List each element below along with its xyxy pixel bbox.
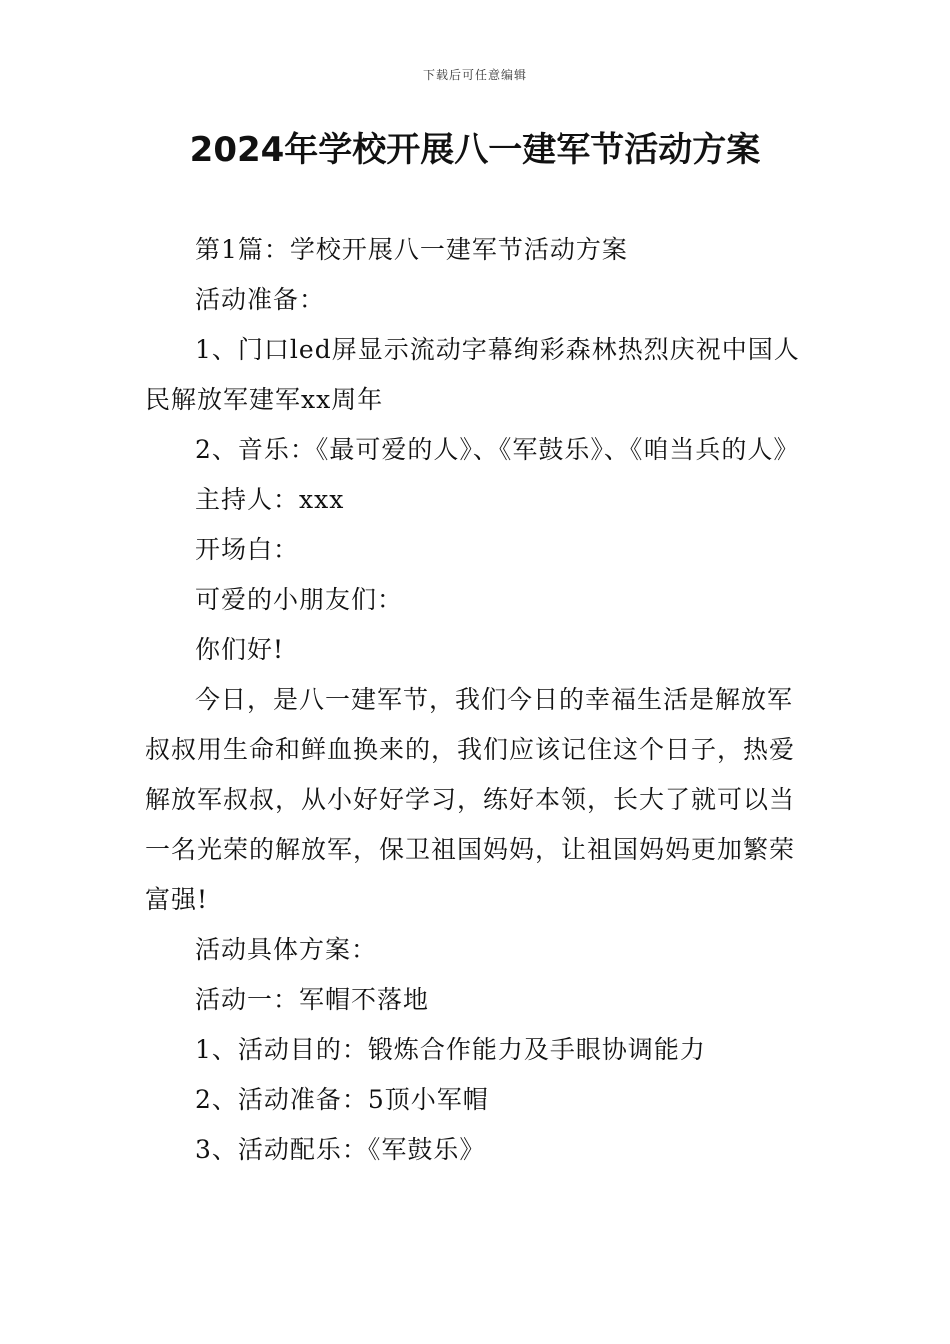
paragraph: 开场白：	[195, 535, 300, 564]
document-title: 2024年学校开展八一建军节活动方案	[189, 130, 761, 170]
header-note: 下载后可任意编辑	[422, 68, 527, 82]
paragraph: 可爱的小朋友们：	[195, 585, 404, 614]
paragraph: 活动具体方案：	[195, 935, 378, 964]
paragraph: 主持人：xxx	[195, 485, 345, 514]
paragraph: 1、门口led屏显示流动字幕绚彩森林热烈庆祝中国人民解放军建军xx周年	[145, 335, 800, 414]
document-body	[145, 225, 810, 1175]
paragraph: 2、活动准备：5顶小军帽	[195, 1085, 489, 1114]
paragraph: 活动准备：	[195, 285, 326, 314]
paragraph: 你们好!	[195, 635, 285, 664]
paragraph: 1、活动目的：锻炼合作能力及手眼协调能力	[195, 1035, 706, 1064]
paragraph: 2、音乐：《最可爱的人》、《军鼓乐》、《咱当兵的人》	[195, 435, 800, 464]
paragraph: 第1篇：学校开展八一建军节活动方案	[195, 235, 628, 264]
paragraph: 今日，是八一建军节，我们今日的幸福生活是解放军叔叔用生命和鲜血换来的，我们应该记住这个日子，热爱解放军叔叔，从小好好学习，练好本领，长大了就可以当一名光荣的解放军，保卫祖国妈妈，让祖国妈妈更加繁荣富强!	[145, 685, 796, 914]
paragraph: 3、活动配乐：《军鼓乐》	[195, 1135, 486, 1164]
paragraph: 活动一：军帽不落地	[195, 985, 430, 1014]
